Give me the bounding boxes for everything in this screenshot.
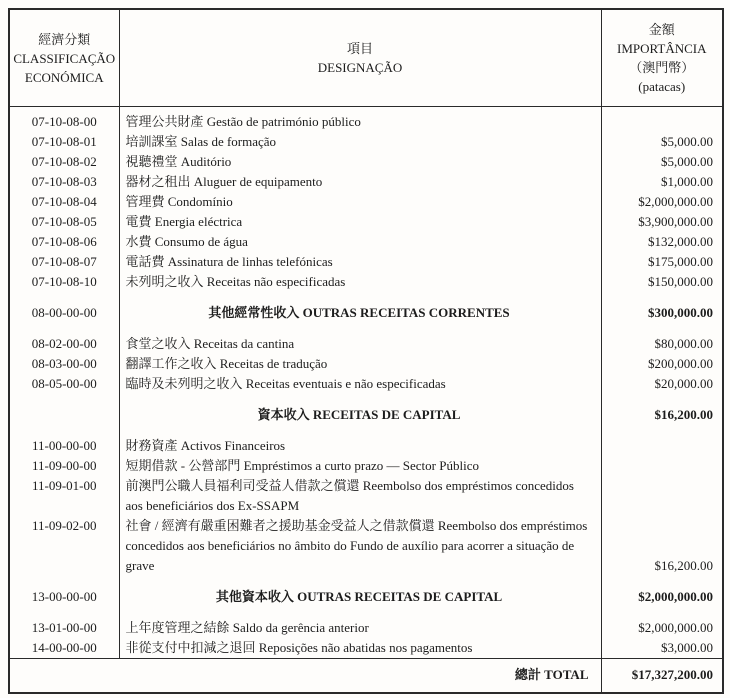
budget-table (8, 8, 724, 694)
code-cell (9, 394, 119, 436)
designation-cell: 器材之租出 Aluguer de equipamento (125, 174, 323, 189)
amount-cell: $80,000.00 (601, 334, 723, 354)
code-cell: 07-10-08-04 (9, 192, 119, 212)
amount-cell: $132,000.00 (601, 232, 723, 252)
table-row (9, 618, 723, 638)
designation-cell: 其他經常性收入 OUTRAS RECEITAS CORRENTES (208, 305, 510, 320)
header-code-line-zh: 經濟分類 (38, 31, 91, 47)
total-label: 總計 TOTAL (9, 659, 601, 694)
total-row (9, 659, 723, 694)
header-amount (601, 9, 723, 107)
code-cell: 11-09-00-00 (9, 456, 119, 476)
table-row (9, 232, 723, 252)
code-cell: 07-10-08-05 (9, 212, 119, 232)
amount-cell: $175,000.00 (601, 252, 723, 272)
code-cell: 14-00-00-00 (9, 638, 119, 659)
amount-cell: $5,000.00 (601, 132, 723, 152)
header-row (9, 9, 723, 107)
table-row (9, 272, 723, 292)
code-cell: 07-10-08-10 (9, 272, 119, 292)
header-designation-line-zh: 項目 (346, 41, 373, 56)
amount-cell: $200,000.00 (601, 354, 723, 374)
table-row (9, 107, 723, 133)
header-amount-line-pt: IMPORTÂNCIA (616, 41, 707, 56)
amount-cell: $2,000,000.00 (601, 576, 723, 618)
amount-cell (601, 436, 723, 456)
table-row (9, 456, 723, 476)
header-amount-line-currency-pt: (patacas) (638, 79, 686, 94)
amount-cell: $1,000.00 (601, 172, 723, 192)
table-row (9, 192, 723, 212)
code-cell: 07-10-08-07 (9, 252, 119, 272)
code-cell: 07-10-08-06 (9, 232, 119, 252)
code-cell: 13-00-00-00 (9, 576, 119, 618)
amount-cell (601, 476, 723, 516)
amount-cell: $16,200.00 (601, 394, 723, 436)
designation-cell: 電話費 Assinatura de linhas telefónicas (125, 254, 333, 269)
code-cell: 08-05-00-00 (9, 374, 119, 394)
table-row (9, 172, 723, 192)
header-amount-line-zh: 金額 (648, 22, 675, 37)
designation-cell: 水費 Consumo de água (125, 234, 248, 249)
designation-cell: 社會 / 經濟有嚴重困難者之援助基金受益人之借款償還 Reembolso dos empréstimos concedidos aos beneficiários no âmbito do Fundo de auxílio para acorrer a situação de grave (125, 518, 588, 573)
code-cell: 11-00-00-00 (9, 436, 119, 456)
designation-cell: 臨時及未列明之收入 Receitas eventuais e não especificadas (125, 376, 446, 391)
table-row (9, 212, 723, 232)
table-row (9, 638, 723, 659)
table-row (9, 354, 723, 374)
designation-cell: 管理公共財產 Gestão de património público (125, 114, 361, 129)
code-cell: 08-00-00-00 (9, 292, 119, 334)
header-designation-line-pt: DESIGNAÇÃO (317, 60, 403, 75)
designation-cell: 財務資產 Activos Financeiros (125, 438, 286, 453)
table-row (9, 374, 723, 394)
designation-cell: 管理費 Condomínio (125, 194, 233, 209)
table-row (9, 436, 723, 456)
designation-cell: 培訓課室 Salas de formação (125, 134, 277, 149)
section-row (9, 292, 723, 334)
code-cell: 11-09-02-00 (9, 516, 119, 576)
designation-cell: 上年度管理之結餘 Saldo da gerência anterior (125, 620, 369, 635)
code-cell: 08-03-00-00 (9, 354, 119, 374)
amount-cell: $300,000.00 (601, 292, 723, 334)
code-cell: 08-02-00-00 (9, 334, 119, 354)
designation-cell: 非從支付中扣減之退回 Reposições não abatidas nos pagamentos (125, 640, 473, 655)
code-cell: 11-09-01-00 (9, 476, 119, 516)
designation-cell: 電費 Energia eléctrica (125, 214, 243, 229)
amount-cell: $20,000.00 (601, 374, 723, 394)
amount-cell: $150,000.00 (601, 272, 723, 292)
designation-cell: 翻譯工作之收入 Receitas de tradução (125, 356, 328, 371)
table-row (9, 516, 723, 576)
header-designation (119, 9, 601, 107)
designation-cell: 視聽禮堂 Auditório (125, 154, 232, 169)
code-cell: 07-10-08-02 (9, 152, 119, 172)
amount-cell (601, 107, 723, 133)
table-row (9, 476, 723, 516)
designation-cell: 前澳門公職人員福利司受益人借款之償還 Reembolso dos empréstimos concedidos aos beneficiários dos Ex-SSAPM (125, 478, 574, 513)
amount-cell: $3,000.00 (601, 638, 723, 659)
header-economic-classification (9, 9, 119, 107)
designation-cell: 食堂之收入 Receitas da cantina (125, 336, 295, 351)
total-amount: $17,327,200.00 (601, 659, 723, 694)
amount-cell: $3,900,000.00 (601, 212, 723, 232)
amount-cell: $5,000.00 (601, 152, 723, 172)
section-row (9, 394, 723, 436)
section-row (9, 576, 723, 618)
amount-cell: $2,000,000.00 (601, 618, 723, 638)
designation-cell: 其他資本收入 OUTRAS RECEITAS DE CAPITAL (215, 589, 503, 604)
header-code-line-pt1: CLASSIFICAÇÃO (13, 50, 116, 66)
header-amount-line-currency-zh: （澳門幣） (629, 60, 695, 75)
table-row (9, 132, 723, 152)
code-cell: 07-10-08-00 (9, 107, 119, 133)
code-cell: 07-10-08-01 (9, 132, 119, 152)
designation-cell: 未列明之收入 Receitas não especificadas (125, 274, 346, 289)
designation-cell: 資本收入 RECEITAS DE CAPITAL (257, 407, 461, 422)
amount-cell: $2,000,000.00 (601, 192, 723, 212)
code-cell: 13-01-00-00 (9, 618, 119, 638)
designation-cell: 短期借款 - 公營部門 Empréstimos a curto prazo — Sector Público (125, 458, 479, 473)
code-cell: 07-10-08-03 (9, 172, 119, 192)
table-row (9, 334, 723, 354)
header-code-line-pt2: ECONÓMICA (24, 69, 104, 85)
amount-cell (601, 456, 723, 476)
table-row (9, 152, 723, 172)
amount-cell: $16,200.00 (601, 516, 723, 576)
table-row (9, 252, 723, 272)
